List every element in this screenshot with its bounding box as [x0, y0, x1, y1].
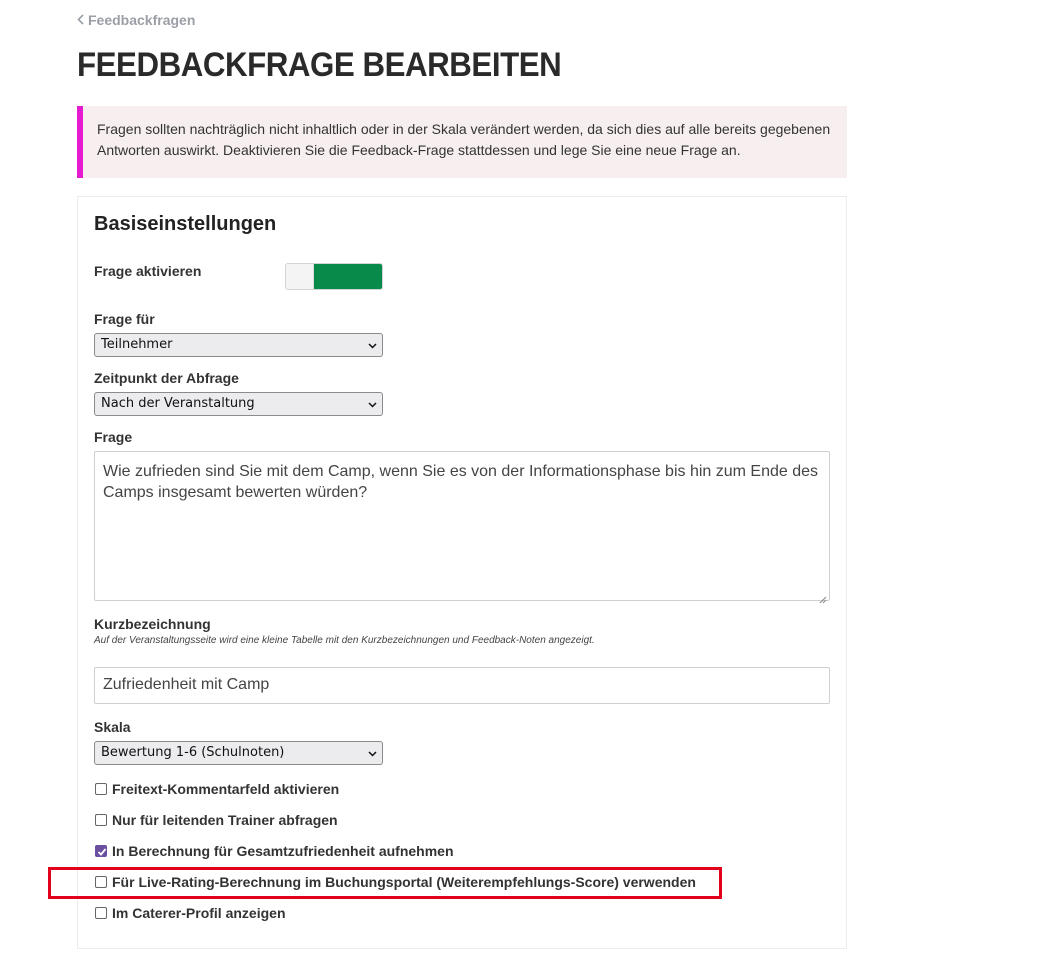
checkbox-box-checked[interactable] [95, 845, 107, 857]
activate-toggle[interactable] [285, 263, 383, 290]
toggle-on-state [314, 264, 382, 289]
scale-select[interactable] [94, 741, 383, 765]
short-name-input[interactable] [94, 667, 830, 704]
checkbox-caterer-profile[interactable] [95, 905, 286, 921]
breadcrumb-label: Feedbackfragen [88, 12, 196, 28]
target-select[interactable] [94, 333, 383, 357]
checkbox-label: In Berechnung für Gesamtzufriedenheit aufnehmen [112, 843, 454, 859]
resize-handle-icon[interactable] [818, 589, 827, 598]
short-name-label: Kurzbezeichnung [94, 616, 211, 632]
checkbox-box[interactable] [95, 814, 107, 826]
short-name-value: Zufriedenheit mit Camp [103, 676, 270, 693]
checkbox-label: Freitext-Kommentarfeld aktivieren [112, 781, 340, 797]
timing-select[interactable] [94, 392, 383, 416]
checkbox-lead-trainer[interactable] [95, 812, 338, 828]
chevron-down-icon [368, 339, 376, 347]
timing-label: Zeitpunkt der Abfrage [94, 370, 239, 386]
question-label: Frage [94, 429, 133, 445]
scale-label: Skala [94, 719, 131, 735]
warning-alert: Fragen sollten nachträglich nicht inhaltlich oder in der Skala verändert werden, da sich dies auf alle bereits gegebenen Antworten auswirkt. Deaktivieren Sie die Feedback-Frage stattdessen und lege Sie eine neue Frage an. [77, 106, 847, 178]
question-textarea[interactable] [94, 451, 830, 601]
target-label: Frage für [94, 311, 155, 327]
page-title: FEEDBACKFRAGE BEARBEITEN [77, 46, 562, 84]
checkbox-box[interactable] [95, 783, 107, 795]
activate-label: Frage aktivieren [94, 263, 202, 279]
target-select-value: Teilnehmer [101, 337, 173, 352]
chevron-down-icon [368, 747, 376, 755]
checkbox-freetext[interactable] [95, 781, 339, 797]
settings-card [77, 196, 847, 949]
checkbox-live-rating[interactable] [95, 874, 696, 890]
checkbox-label: Für Live-Rating-Berechnung im Buchungsportal (Weiterempfehlungs-Score) verwenden [112, 874, 696, 890]
timing-select-value: Nach der Veranstaltung [101, 396, 255, 411]
toggle-knob [286, 264, 314, 289]
checkbox-box[interactable] [95, 907, 107, 919]
checkbox-overall-satisfaction[interactable] [95, 843, 454, 859]
section-title: Basiseinstellungen [94, 213, 277, 235]
short-name-hint: Auf der Veranstaltungsseite wird eine kleine Tabelle mit den Kurzbezeichnungen und Feedback-Noten angezeigt. [94, 635, 595, 646]
question-text: Wie zufrieden sind Sie mit dem Camp, wenn Sie es von der Informationsphase bis hin zum Ende des Camps insgesamt bewerten würden? [103, 463, 819, 501]
chevron-down-icon [368, 398, 376, 406]
checkbox-box[interactable] [95, 876, 107, 888]
chevron-left-icon [77, 12, 84, 28]
scale-select-value: Bewertung 1-6 (Schulnoten) [101, 745, 285, 760]
checkbox-label: Nur für leitenden Trainer abfragen [112, 812, 338, 828]
checkbox-label: Im Caterer-Profil anzeigen [112, 905, 286, 921]
breadcrumb-back-link[interactable] [77, 12, 195, 28]
